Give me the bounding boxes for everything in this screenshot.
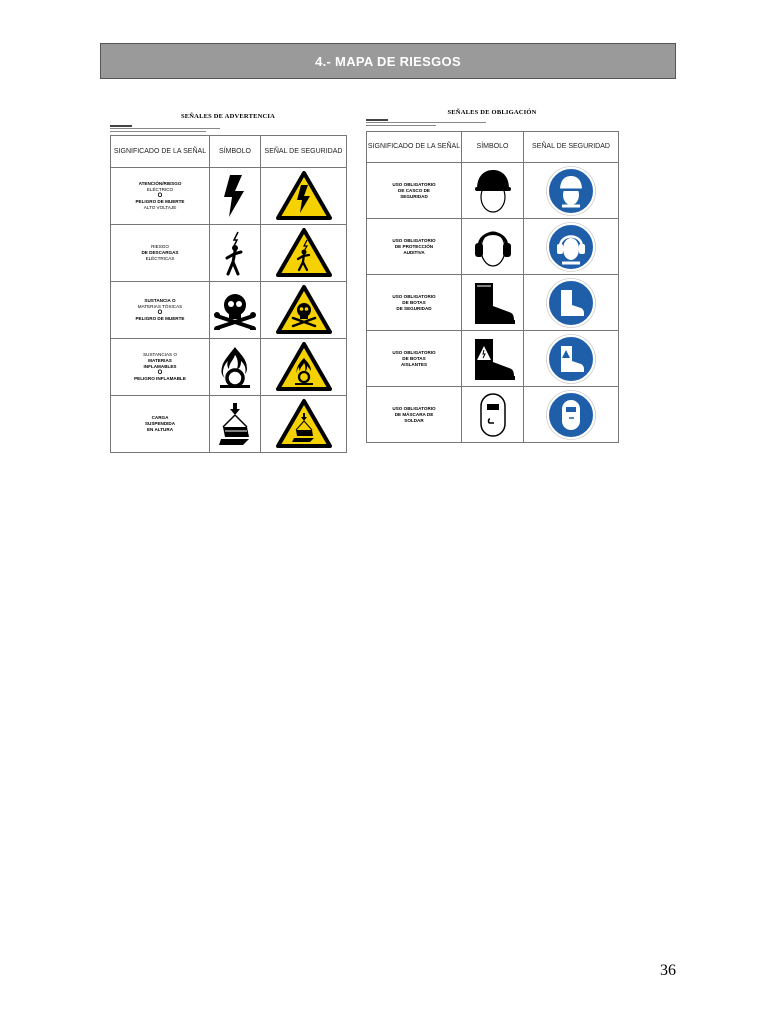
safety-boot-icon <box>462 275 524 331</box>
table-row <box>367 331 619 387</box>
insulating-boot-icon <box>462 331 524 387</box>
warning-sign-toxic <box>261 282 347 339</box>
warning-signs-table <box>110 135 347 453</box>
obligation-panel-title: SEÑALES DE OBLIGACIÓN <box>447 109 537 116</box>
warning-sign-high-voltage <box>261 168 347 225</box>
row-meaning: RIESGO DE DESCARGAS ELÉCTRICAS <box>111 225 210 282</box>
obligation-signs-panel <box>364 104 620 444</box>
row-meaning: ATENCIÓN/RIESGO ELÉCTRICO O PELIGRO DE MUERTE ALTO VOLTAJE <box>111 168 210 225</box>
mandatory-sign-insulating-boots <box>524 331 619 387</box>
table-row <box>111 396 347 453</box>
flame-icon <box>210 339 261 396</box>
row-meaning: USO OBLIGATORIO DE BOTAS AISLANTES <box>367 331 462 387</box>
table-row <box>367 387 619 443</box>
page-number: 36 <box>660 962 676 979</box>
col-header-symbol: SÍMBOLO <box>210 136 261 168</box>
mandatory-sign-ear-protection <box>524 219 619 275</box>
table-row <box>367 163 619 219</box>
warning-sign-suspended-load <box>261 396 347 453</box>
col-header-symbol: SÍMBOLO <box>462 132 524 163</box>
suspended-load-icon <box>210 396 261 453</box>
warning-panel-note <box>110 125 260 132</box>
col-header-meaning: SIGNIFICADO DE LA SEÑAL <box>111 136 210 168</box>
table-row <box>111 225 347 282</box>
obligation-panel-note <box>366 119 526 126</box>
col-header-sign: SEÑAL DE SEGURIDAD <box>261 136 347 168</box>
warning-sign-electric-shock <box>261 225 347 282</box>
row-meaning: USO OBLIGATORIO DE MÁSCARA DE SOLDAR <box>367 387 462 443</box>
row-meaning: USO OBLIGATORIO DE CASCO DE SEGURIDAD <box>367 163 462 219</box>
obligation-signs-table <box>366 131 619 443</box>
table-row <box>111 168 347 225</box>
row-meaning: USO OBLIGATORIO DE PROTECCIÓN AUDITIVA <box>367 219 462 275</box>
row-meaning: CARGA SUSPENDIDA EN ALTURA <box>111 396 210 453</box>
table-row <box>367 275 619 331</box>
col-header-meaning: SIGNIFICADO DE LA SEÑAL <box>367 132 462 163</box>
warning-sign-flammable <box>261 339 347 396</box>
electric-shock-icon <box>210 225 261 282</box>
skull-crossbones-icon <box>210 282 261 339</box>
section-header <box>100 43 676 79</box>
warning-panel-title: SEÑALES DE ADVERTENCIA <box>180 113 276 120</box>
mandatory-sign-helmet <box>524 163 619 219</box>
table-row <box>111 339 347 396</box>
section-title: 4.- MAPA DE RIESGOS <box>315 53 461 69</box>
mandatory-sign-welding-mask <box>524 387 619 443</box>
helmet-icon <box>462 163 524 219</box>
mandatory-sign-safety-boots <box>524 275 619 331</box>
table-row <box>111 282 347 339</box>
table-row <box>367 219 619 275</box>
ear-protection-icon <box>462 219 524 275</box>
warning-signs-panel <box>108 108 348 450</box>
row-meaning: USO OBLIGATORIO DE BOTAS DE SEGURIDAD <box>367 275 462 331</box>
col-header-sign: SEÑAL DE SEGURIDAD <box>524 132 619 163</box>
welding-mask-icon <box>462 387 524 443</box>
high-voltage-icon <box>210 168 261 225</box>
row-meaning: SUSTANCIAS O MATERIAS INFLAMABLES O PELIGRO INFLAMABLE <box>111 339 210 396</box>
row-meaning: SUSTANCIA O MATERIAS TÓXICAS O PELIGRO DE MUERTE <box>111 282 210 339</box>
